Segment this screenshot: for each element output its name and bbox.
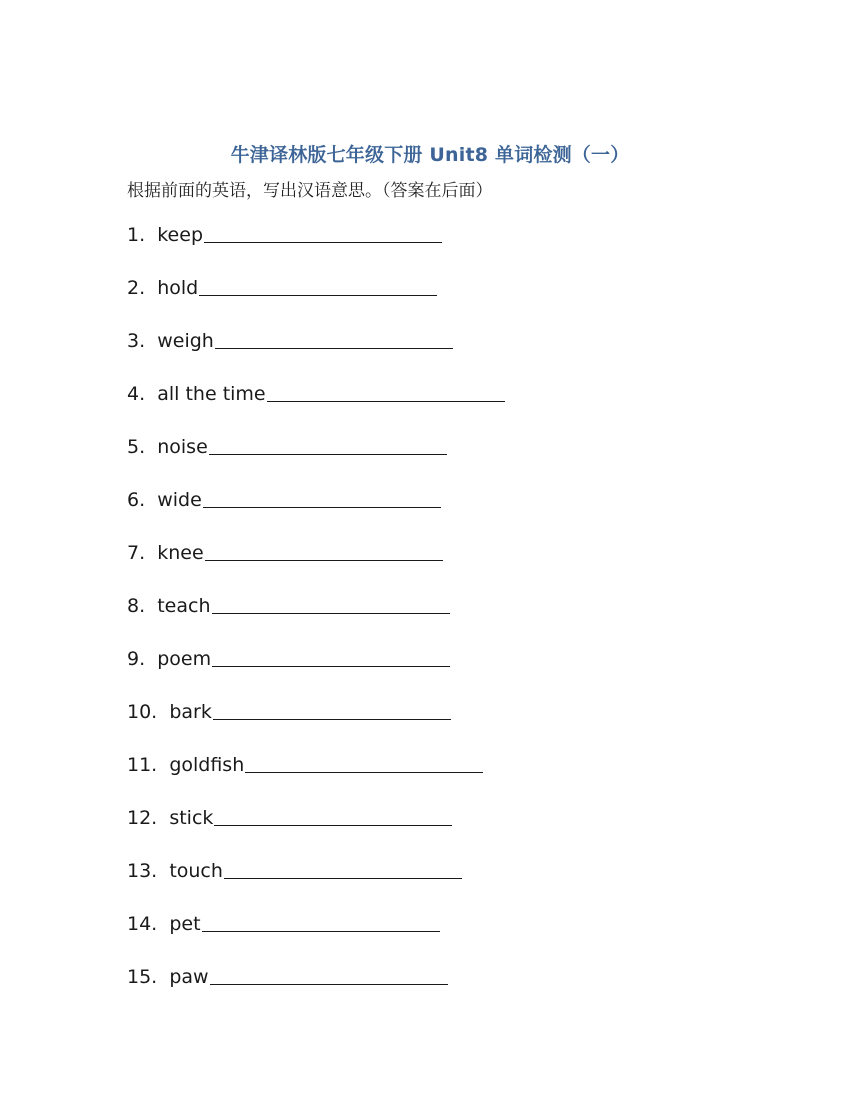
- list-item: [127, 593, 505, 646]
- list-item: [127, 858, 505, 911]
- item-number: 8.: [127, 595, 146, 617]
- item-word: paw: [169, 966, 209, 988]
- answer-blank[interactable]: [205, 540, 443, 561]
- answer-blank[interactable]: [202, 911, 440, 932]
- item-number: 12.: [127, 807, 158, 829]
- item-word: poem: [157, 648, 212, 670]
- item-number: 1.: [127, 224, 146, 246]
- answer-blank[interactable]: [215, 328, 453, 349]
- answer-blank[interactable]: [199, 275, 437, 296]
- list-item: [127, 487, 505, 540]
- item-number: 4.: [127, 383, 146, 405]
- item-word: weigh: [157, 330, 214, 352]
- answer-blank[interactable]: [214, 805, 452, 826]
- list-item: [127, 964, 505, 1017]
- item-word: wide: [157, 489, 202, 511]
- item-word: pet: [169, 913, 201, 935]
- item-number: 15.: [127, 966, 158, 988]
- page-title: 牛津译林版七年级下册 Unit8 单词检测（一）: [230, 144, 630, 166]
- item-number: 2.: [127, 277, 146, 299]
- item-word: goldfish: [169, 754, 245, 776]
- item-word: stick: [169, 807, 214, 829]
- item-word: noise: [157, 436, 208, 458]
- answer-blank[interactable]: [224, 858, 462, 879]
- list-item: [127, 381, 505, 434]
- answer-blank[interactable]: [212, 593, 450, 614]
- answer-blank[interactable]: [209, 434, 447, 455]
- item-number: 9.: [127, 648, 146, 670]
- list-item: [127, 540, 505, 593]
- list-item: [127, 752, 505, 805]
- list-item: [127, 222, 505, 275]
- item-word: touch: [169, 860, 223, 882]
- vocabulary-list: [127, 222, 505, 1017]
- item-number: 7.: [127, 542, 146, 564]
- item-word: bark: [169, 701, 212, 723]
- answer-blank[interactable]: [210, 964, 448, 985]
- item-number: 10.: [127, 701, 158, 723]
- item-number: 14.: [127, 913, 158, 935]
- item-word: teach: [157, 595, 211, 617]
- list-item: [127, 328, 505, 381]
- item-word: hold: [157, 277, 199, 299]
- item-number: 3.: [127, 330, 146, 352]
- item-word: all the time: [157, 383, 266, 405]
- item-word: knee: [157, 542, 204, 564]
- answer-blank[interactable]: [212, 646, 450, 667]
- list-item: [127, 805, 505, 858]
- item-word: keep: [157, 224, 203, 246]
- instructions: 根据前面的英语，写出汉语意思。（答案在后面）: [127, 181, 493, 201]
- answer-blank[interactable]: [213, 699, 451, 720]
- item-number: 11.: [127, 754, 158, 776]
- list-item: [127, 699, 505, 752]
- item-number: 13.: [127, 860, 158, 882]
- list-item: [127, 911, 505, 964]
- answer-blank[interactable]: [203, 487, 441, 508]
- answer-blank[interactable]: [245, 752, 483, 773]
- list-item: [127, 275, 505, 328]
- answer-blank[interactable]: [204, 222, 442, 243]
- item-number: 5.: [127, 436, 146, 458]
- answer-blank[interactable]: [267, 381, 505, 402]
- list-item: [127, 646, 505, 699]
- list-item: [127, 434, 505, 487]
- item-number: 6.: [127, 489, 146, 511]
